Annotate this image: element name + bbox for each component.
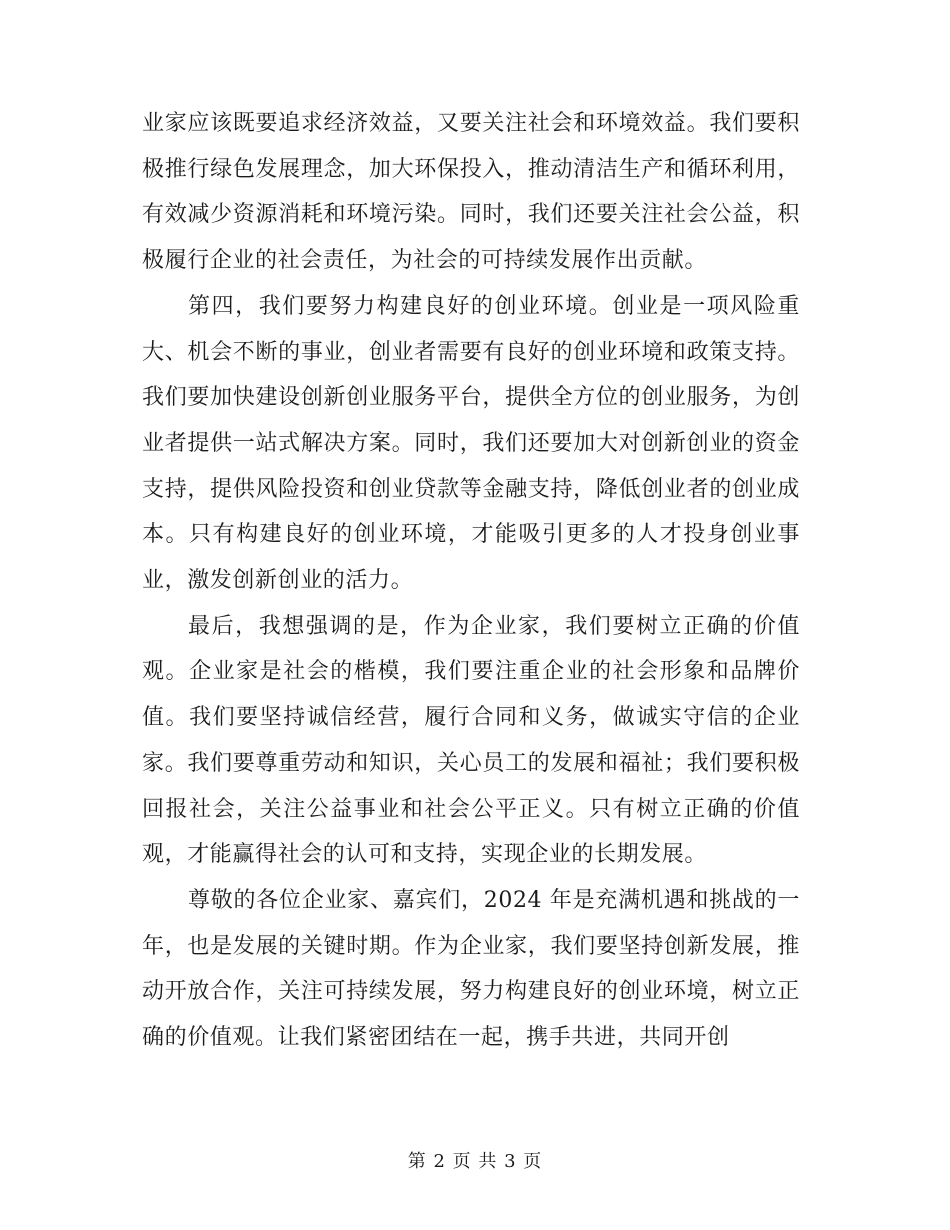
paragraph-closing: 尊敬的各位企业家、嘉宾们，2024 年是充满机遇和挑战的一年，也是发展的关键时期。作为企业家，我们要坚持创新发展，推动开放合作，关注可持续发展，努力构建良好的创业环境，树立正确的价值观。让我们紧密团结在一起，携手共进，共同开创 — [142, 887, 800, 1051]
paragraph-values: 最后，我想强调的是，作为企业家，我们要树立正确的价值观。企业家是社会的楷模，我们要注重企业的社会形象和品牌价值。我们要坚持诚信经营，履行合同和义务，做诚实守信的企业家。我们要尊重劳动和知识，关心员工的发展和福祉；我们要积极回报社会，关注公益事业和社会公平正义。只有树立正确的价值观，才能赢得社会的认可和支持，实现企业的长期发展。 — [142, 613, 800, 868]
page-body — [142, 101, 800, 1061]
paragraph-continued: 业家应该既要追求经济效益，又要关注社会和环境效益。我们要积极推行绿色发展理念，加大环保投入，推动清洁生产和循环利用，有效减少资源消耗和环境污染。同时，我们还要关注社会公益，积极履行企业的社会责任，为社会的可持续发展作出贡献。 — [142, 111, 800, 274]
paragraph-entrepreneurship-environment: 第四，我们要努力构建良好的创业环境。创业是一项风险重大、机会不断的事业，创业者需要有良好的创业环境和政策支持。我们要加快建设创新创业服务平台，提供全方位的创业服务，为创业者提供一站式解决方案。同时，我们还要加大对创新创业的资金支持，提供风险投资和创业贷款等金融支持，降低创业者的创业成本。只有构建良好的创业环境，才能吸引更多的人才投身创业事业，激发创新创业的活力。 — [142, 293, 800, 594]
page-number-footer: 第 2 页 共 3 页 — [407, 1151, 543, 1172]
